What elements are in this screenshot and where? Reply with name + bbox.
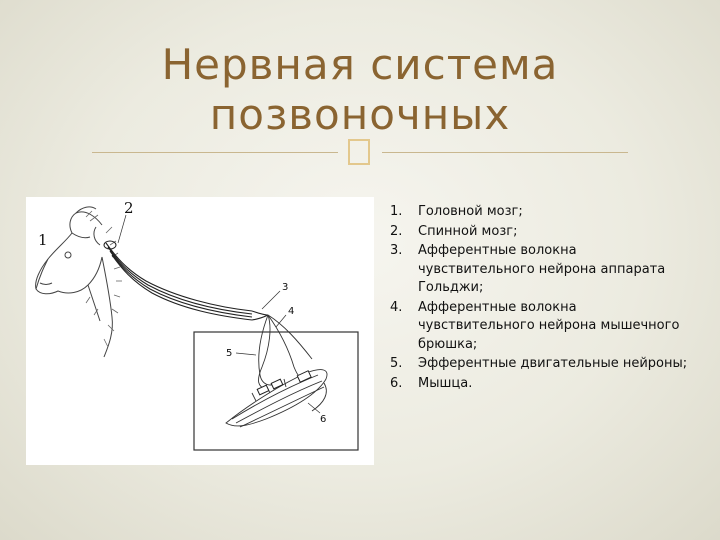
legend-item-text: Афферентные волокна чувствительного нейрона мышечного брюшка; (418, 299, 680, 352)
legend-item-number: 4. (390, 299, 403, 315)
spinal-cord-bundle (106, 243, 268, 320)
dog-nerve-diagram (26, 197, 374, 465)
legend-item-text: Головной мозг; (418, 204, 523, 219)
figure-label-4: 4 (288, 306, 295, 317)
figure-label-3: 3 (282, 282, 289, 293)
decorative-ornament-icon (343, 136, 375, 168)
legend-item (388, 223, 688, 242)
dog-head-drawing (36, 207, 113, 357)
nervous-system-illustration (26, 197, 374, 465)
legend-item (388, 355, 688, 374)
title-divider-right (382, 152, 628, 153)
title-divider-left (92, 152, 338, 153)
figure-label-6: 6 (320, 414, 327, 425)
legend-item-number: 2. (390, 223, 403, 239)
legend-item (388, 242, 688, 298)
figure-label-2: 2 (124, 199, 134, 217)
slide-title (60, 40, 660, 140)
muscle-drawing (226, 370, 327, 427)
slide-title-line1: Нервная система (161, 40, 559, 89)
legend-item-number: 3. (390, 243, 403, 258)
legend-list (388, 203, 688, 394)
legend-item (388, 375, 688, 394)
slide-title-line2: позвоночных (209, 90, 511, 139)
dog-fur-strokes (86, 211, 122, 347)
figure-label-5: 5 (226, 348, 233, 359)
legend-item-number: 5. (390, 356, 403, 371)
figure-label-1: 1 (38, 231, 48, 249)
legend-item (388, 299, 688, 355)
legend-item-number: 6. (390, 375, 403, 391)
legend-item-text: Спинной мозг; (418, 223, 518, 239)
legend-item-text: Эфферентные двигательные нейроны; (418, 356, 688, 371)
legend-item-text: Мышца. (418, 375, 473, 391)
legend-item-text: Афферентные волокна чувствительного нейрона аппарата Гольджи; (418, 243, 666, 295)
receptor-spindles (257, 371, 311, 395)
inset-frame (194, 332, 358, 450)
legend-item (388, 203, 688, 222)
legend-item-number: 1. (390, 204, 403, 219)
